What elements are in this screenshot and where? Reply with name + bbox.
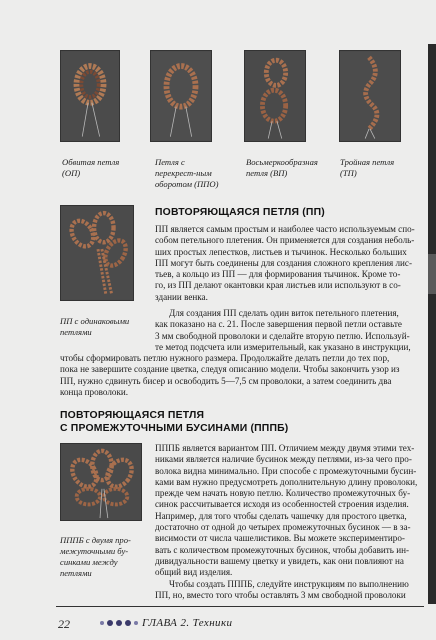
- cross-loop-image: [151, 51, 211, 141]
- text-line: синок рассчитывается исходя из особенностей строения изделия.: [155, 499, 409, 510]
- text-line: Например, для того чтобы сделать чашечку для простого цветка,: [155, 510, 407, 521]
- text-line: пока не завершите создание цветка, следуя описанию модели. Чтобы закончить узор из: [60, 364, 400, 375]
- repeating-loop-image: [61, 206, 133, 300]
- ornament-dot: [125, 620, 131, 626]
- text-line: собом петельного плетения. Он применяется для создания неболь-: [155, 235, 415, 246]
- text-line: го, из ПП делают окантовки края листьев или используют в со-: [155, 280, 401, 291]
- figure-eight-loop-image: [245, 51, 305, 141]
- text-line: те метод подсчета или измерительный, как указано в инструкции,: [155, 341, 411, 352]
- text-line: ками вам нужно предусмотреть дополнительную длину проволоки,: [155, 476, 418, 487]
- photo-pppb: [60, 443, 142, 521]
- footer-dots-ornament: [100, 620, 138, 626]
- chapter-title: ГЛАВА 2. Техники: [142, 617, 233, 629]
- caption-triple-loop: Тройная петля (ТП): [340, 157, 395, 178]
- text-line: чтобы сформировать петлю нужного размера. Продолжайте делать петли до тех пор,: [60, 353, 390, 363]
- text-line: Для создания ПП сделать один виток петельного плетения,: [169, 308, 399, 318]
- section1-paragraph2-full: [60, 353, 425, 398]
- text-line: общий вид изделия.: [155, 567, 233, 578]
- pppb-image: [61, 444, 141, 520]
- text-line: дивидуальности вашему цветку и увидеть, как они повлияют на: [155, 555, 404, 566]
- ornament-dot: [134, 621, 138, 625]
- ornament-dot: [107, 620, 113, 626]
- text-line: достаточно от одной до четырех промежуточных бусинок — в за-: [155, 522, 411, 533]
- text-line: конца проволоки.: [60, 386, 129, 397]
- ornament-dot: [116, 620, 122, 626]
- section1-paragraph2: [155, 308, 425, 353]
- caption-cross-loop: Петля с перекрест-ным оборотом (ППО): [155, 157, 219, 189]
- section1-paragraph1: [155, 224, 425, 303]
- section2-paragraph: [155, 443, 425, 601]
- text-line: прежде чем начать новую петлю. Количество промежуточных бу-: [155, 488, 411, 499]
- page-edge-tab: [428, 44, 436, 604]
- caption-repeating-loop: ПП с одинаковыми петлями: [60, 316, 130, 337]
- text-line: ПП является самым простым и наиболее часто используемым спо-: [155, 224, 415, 234]
- text-line: ПП, но, вместо того чтобы оставлять 3 мм свободной проволоки: [155, 589, 406, 600]
- text-line: как показано на с. 21. После завершения первой петли оставьте: [155, 319, 402, 330]
- photo-figure-eight-loop: [244, 50, 306, 142]
- text-line: висимости от числа чашелистиков. Вы можете экспериментиро-: [155, 533, 405, 544]
- page-edge-notch: [428, 254, 436, 294]
- photo-triple-loop: [339, 50, 401, 142]
- wrapped-loop-image: [61, 51, 119, 141]
- caption-pppb: ПППБ с двумя про-межуточными бу-синками между петлями: [60, 535, 131, 578]
- ornament-dot: [100, 621, 104, 625]
- photo-wrapped-loop: [60, 50, 120, 142]
- text-line: 3 мм свободной проволоки и сделайте вторую петлю. Используй-: [155, 330, 410, 341]
- text-line: тьев, а кольцо из ПП — для формирования тычинок. Кроме то-: [155, 269, 401, 280]
- text-line: никами является наличие бусинок между петлями, из-за чего про-: [155, 454, 412, 465]
- photo-repeating-loop: [60, 205, 134, 301]
- text-line: ПП могут быть соединены для создания сложного крепления лис-: [155, 257, 413, 268]
- text-line: ших простых лепестков, листьев и тычинок. Несколько больших: [155, 246, 407, 257]
- section-heading-pppb-line2: С ПРОМЕЖУТОЧНЫМИ БУСИНАМИ (ПППБ): [60, 423, 289, 434]
- footer-rule: [56, 606, 424, 607]
- photo-cross-loop: [150, 50, 212, 142]
- section-heading-pp: ПОВТОРЯЮЩАЯСЯ ПЕТЛЯ (ПП): [155, 207, 325, 218]
- text-line: здании венка.: [155, 291, 208, 302]
- text-line: вать с количеством промежуточных бусинок, чтобы добавить ин-: [155, 544, 410, 555]
- caption-wrapped-loop: Обвитая петля (ОП): [62, 157, 120, 178]
- section-heading-pppb-line1: ПОВТОРЯЮЩАЯСЯ ПЕТЛЯ: [60, 410, 205, 421]
- page-number: 22: [58, 617, 70, 631]
- text-line: ПП, нужно сдвинуть бисер и освободить 5—7,5 см проволоки, а затем соединить два: [60, 375, 392, 386]
- text-line: ПППБ является вариантом ПП. Отличием между двумя этими тех-: [155, 443, 415, 453]
- triple-loop-image: [340, 51, 400, 141]
- caption-figure-eight-loop: Восьмеркообразная петля (ВП): [246, 157, 318, 178]
- text-line: волока видна минимально. При способе с промежуточными бусин-: [155, 465, 417, 476]
- text-line: Чтобы создать ПППБ, следуйте инструкциям по выполнению: [169, 578, 409, 589]
